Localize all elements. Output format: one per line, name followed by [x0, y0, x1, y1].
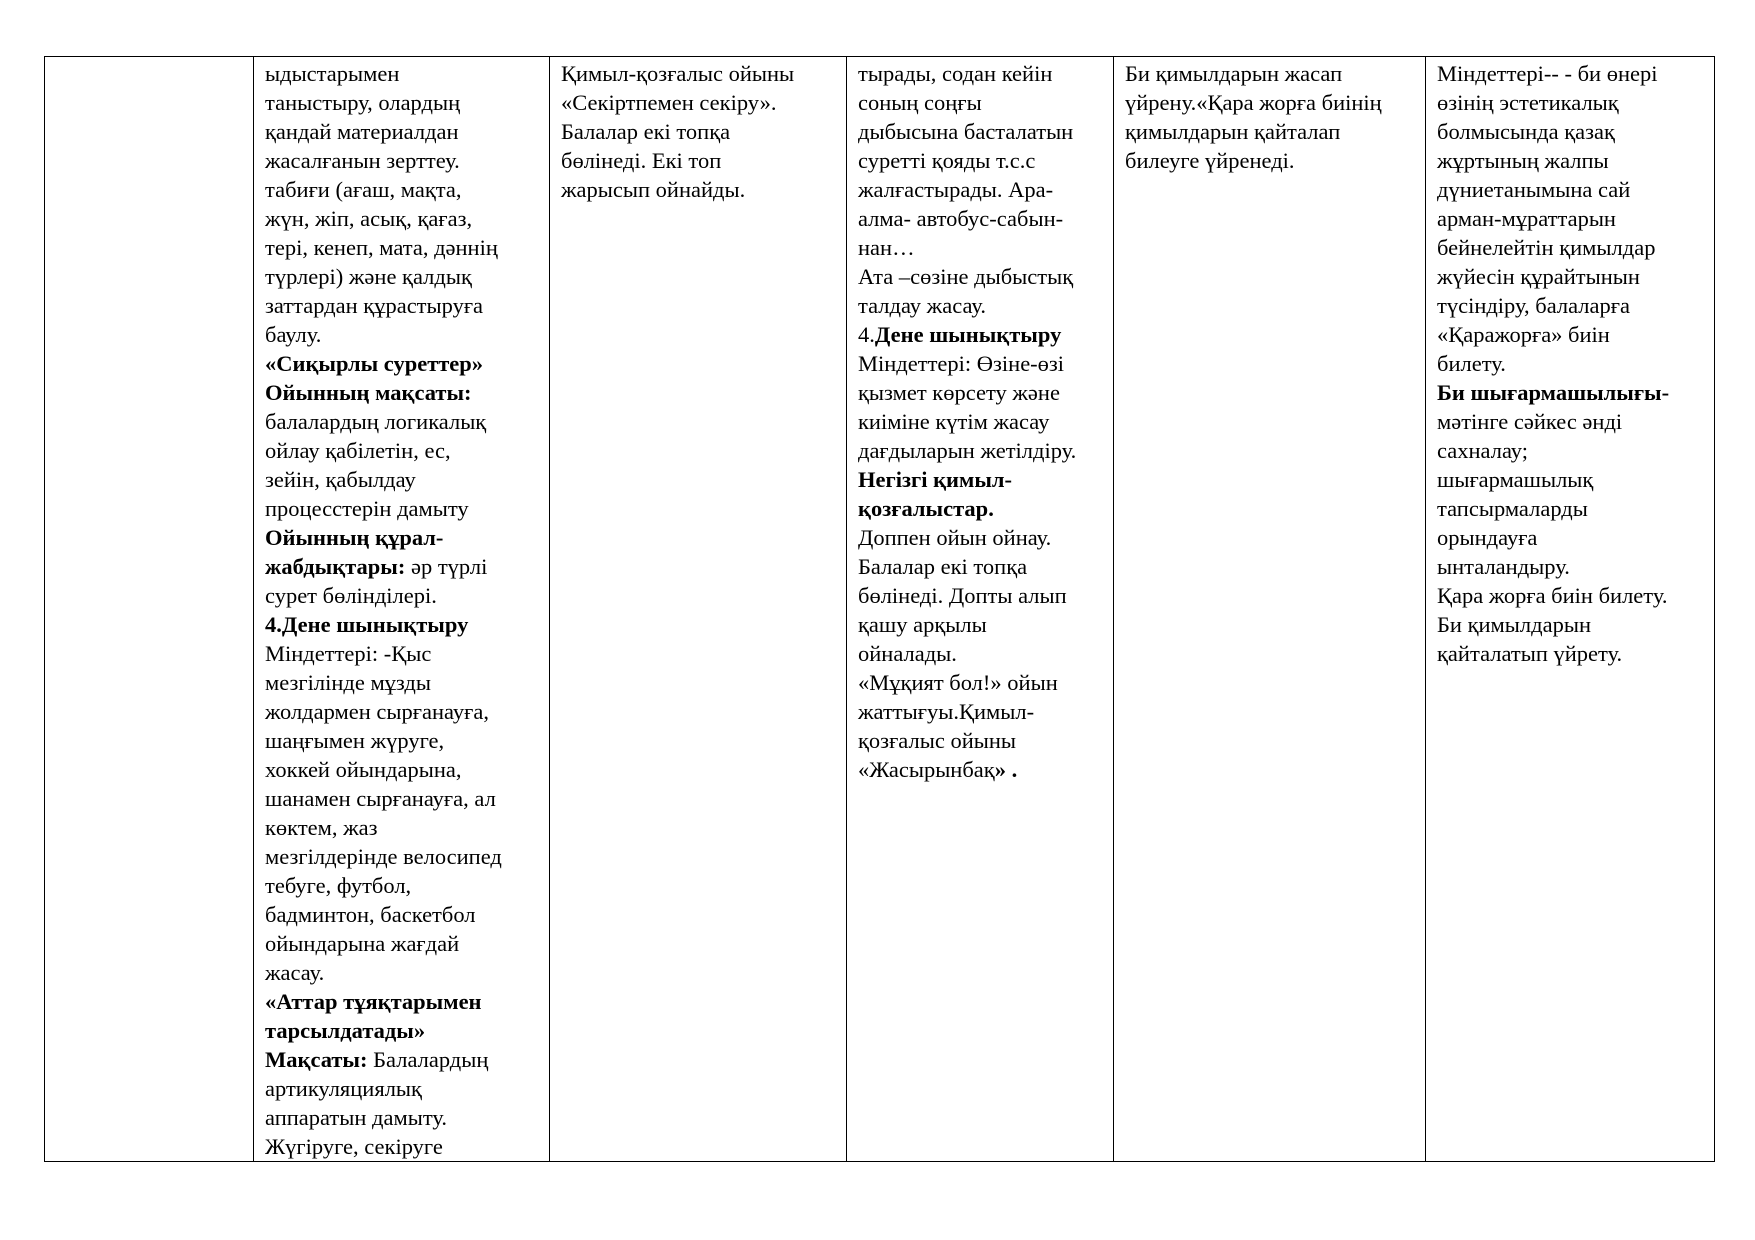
table-cell — [45, 57, 254, 1162]
table-row — [45, 57, 1715, 1162]
cell-text-line: Би шығармашылығы- — [1437, 380, 1670, 405]
cell-text-line: қозғалыстар. — [858, 496, 994, 521]
text-segment: 4. — [858, 322, 875, 347]
cell-text-line: шығармашылық — [1437, 467, 1594, 492]
cell-text-line: ынталандыру. — [1437, 554, 1570, 579]
cell-text-line: Қимыл-қозғалыс ойыны — [561, 61, 795, 86]
cell-text-line: заттардан құрастыруға — [265, 293, 484, 318]
cell-text-line: түсіндіру, балаларға — [1437, 293, 1630, 318]
cell-text-line — [858, 755, 1103, 784]
cell-text-line: нан… — [858, 235, 915, 260]
cell-text-line: Балалар екі топқа — [561, 119, 731, 144]
cell-text-line: арман-мұраттарын — [1437, 206, 1616, 231]
cell-text-line: шанамен сырғанауға, ал — [265, 786, 496, 811]
cell-text-line: қозғалыс ойыны — [858, 728, 1017, 753]
cell-text-line: бейнелейтін қимылдар — [1437, 235, 1656, 260]
cell-text-line: орындауға — [1437, 525, 1538, 550]
cell-text-line: қызмет көрсету және — [858, 380, 1060, 405]
cell-text-line: қашу арқылы — [858, 612, 987, 637]
table-cell — [254, 57, 550, 1162]
cell-text-line — [265, 1045, 539, 1074]
cell-text-line: мәтінге сәйкес әнді — [1437, 409, 1623, 434]
cell-text-line: хоккей ойындарына, — [265, 757, 462, 782]
text-segment: «Жасырынбақ — [858, 757, 995, 782]
cell-text-line: Қара жорға биін билету. — [1437, 583, 1668, 608]
cell-text-line: көктем, жаз — [265, 815, 378, 840]
cell-text-line: бөлінеді. Допты алып — [858, 583, 1067, 608]
cell-text-line: мезгілдерінде велосипед — [265, 844, 502, 869]
text-segment: » . — [994, 757, 1018, 782]
cell-text-line: табиғи (ағаш, мақта, — [265, 177, 462, 202]
cell-text-line — [858, 320, 1103, 349]
table-cell — [1114, 57, 1426, 1162]
cell-text-line: талдау жасау. — [858, 293, 986, 318]
cell-text-line: «Секіртпемен секіру». — [561, 90, 777, 115]
cell-text-line: сурет бөлінділері. — [265, 583, 437, 608]
cell-text-line: ойындарына жағдай — [265, 931, 460, 956]
cell-text-line: 4.Дене шынықтыру — [265, 612, 469, 637]
cell-text-line: Міндеттері-- - би өнері — [1437, 61, 1658, 86]
text-segment: Балалардың — [367, 1047, 489, 1072]
table-cell — [1426, 57, 1715, 1162]
cell-text-line: жасау. — [265, 960, 325, 985]
table-cell — [550, 57, 847, 1162]
cell-text-line: Міндеттері: Өзіне-өзі — [858, 351, 1065, 376]
cell-text-line: тері, кенеп, мата, дәннің — [265, 235, 498, 260]
cell-text-line: «Сиқырлы суреттер» — [265, 351, 484, 376]
cell-text-line: Ойынның құрал- — [265, 525, 444, 550]
cell-text-line: зейін, қабылдау — [265, 467, 416, 492]
cell-text-line: жаттығуы.Қимыл- — [858, 699, 1035, 724]
cell-text-line: Би қимылдарын — [1437, 612, 1591, 637]
cell-text-line: Доппен ойын ойнау. — [858, 525, 1052, 550]
text-segment: әр түрлі — [405, 554, 488, 579]
cell-text-line: тебуге, футбол, — [265, 873, 412, 898]
cell-text-line: жасалғанын зерттеу. — [265, 148, 460, 173]
cell-text-line: таныстыру, олардың — [265, 90, 461, 115]
cell-text-line: тырады, содан кейін — [858, 61, 1053, 86]
table-cell — [847, 57, 1114, 1162]
cell-text-line: түрлері) және қалдық — [265, 264, 472, 289]
text-segment: Дене шынықтыру — [874, 322, 1062, 347]
text-segment: Мақсаты: — [265, 1047, 368, 1072]
cell-text-line: билету. — [1437, 351, 1506, 376]
cell-text-line: суретті қояды т.с.с — [858, 148, 1036, 173]
cell-text-line: қайталатып үйрету. — [1437, 641, 1623, 666]
cell-text-line: тапсырмаларды — [1437, 496, 1588, 521]
cell-text-line: жұртының жалпы — [1437, 148, 1609, 173]
cell-text-line: артикуляциялық — [265, 1076, 422, 1101]
cell-text-line: өзінің эстетикалық — [1437, 90, 1619, 115]
cell-text-line: процесстерін дамыту — [265, 496, 469, 521]
cell-text-line: мезгілінде мұзды — [265, 670, 431, 695]
cell-text-line: үйрену.«Қара жорға биінің — [1125, 90, 1382, 115]
cell-text-line: сахналау; — [1437, 438, 1528, 463]
cell-text-line: жүн, жіп, асық, қағаз, — [265, 206, 473, 231]
cell-text-line: Негізгі қимыл- — [858, 467, 1013, 492]
cell-text-line: болмысында қазақ — [1437, 119, 1615, 144]
cell-text-line: қимылдарын қайталап — [1125, 119, 1341, 144]
cell-text-line: бадминтон, баскетбол — [265, 902, 476, 927]
cell-text-line — [265, 552, 539, 581]
cell-text-line: Жүгіруге, секіруге — [265, 1134, 443, 1159]
cell-text-line: «Мұқият бол!» ойын — [858, 670, 1058, 695]
cell-text-line: «Аттар тұяқтарымен — [265, 989, 482, 1014]
cell-text-line: бөлінеді. Екі топ — [561, 148, 722, 173]
cell-text-line: баулу. — [265, 322, 322, 347]
cell-text-line: алма- автобус-сабын- — [858, 206, 1064, 231]
lesson-plan-table — [44, 56, 1715, 1162]
cell-text-line: билеуге үйренеді. — [1125, 148, 1295, 173]
cell-text-line: Міндеттері: -Қыс — [265, 641, 432, 666]
cell-text-line: жарысып ойнайды. — [561, 177, 746, 202]
cell-text-line: қандай материалдан — [265, 119, 459, 144]
cell-text-line: дыбысына басталатын — [858, 119, 1074, 144]
cell-text-line: «Қаражорға» биін — [1437, 322, 1610, 347]
cell-text-line: Балалар екі топқа — [858, 554, 1028, 579]
cell-text-line: соның соңғы — [858, 90, 982, 115]
cell-text-line: ойналады. — [858, 641, 957, 666]
cell-text-line: балалардың логикалық — [265, 409, 487, 434]
cell-text-line: Ойынның мақсаты: — [265, 380, 472, 405]
cell-text-line: Би қимылдарын жасап — [1125, 61, 1343, 86]
cell-text-line: шаңғымен жүруге, — [265, 728, 445, 753]
cell-text-line: жолдармен сырғанауға, — [265, 699, 489, 724]
cell-text-line: жалғастырады. Ара- — [858, 177, 1054, 202]
cell-text-line: жүйесін құрайтынын — [1437, 264, 1640, 289]
cell-text-line: Ата –сөзіне дыбыстық — [858, 264, 1074, 289]
cell-text-line: ыдыстарымен — [265, 61, 400, 86]
cell-text-line: дағдыларын жетілдіру. — [858, 438, 1077, 463]
cell-text-line: ойлау қабілетін, ес, — [265, 438, 451, 463]
cell-text-line: киіміне күтім жасау — [858, 409, 1050, 434]
cell-text-line: аппаратын дамыту. — [265, 1105, 447, 1130]
cell-text-line: дүниетанымына сай — [1437, 177, 1631, 202]
cell-text-line: тарсылдатады» — [265, 1018, 426, 1043]
text-segment: жабдықтары: — [265, 554, 406, 579]
